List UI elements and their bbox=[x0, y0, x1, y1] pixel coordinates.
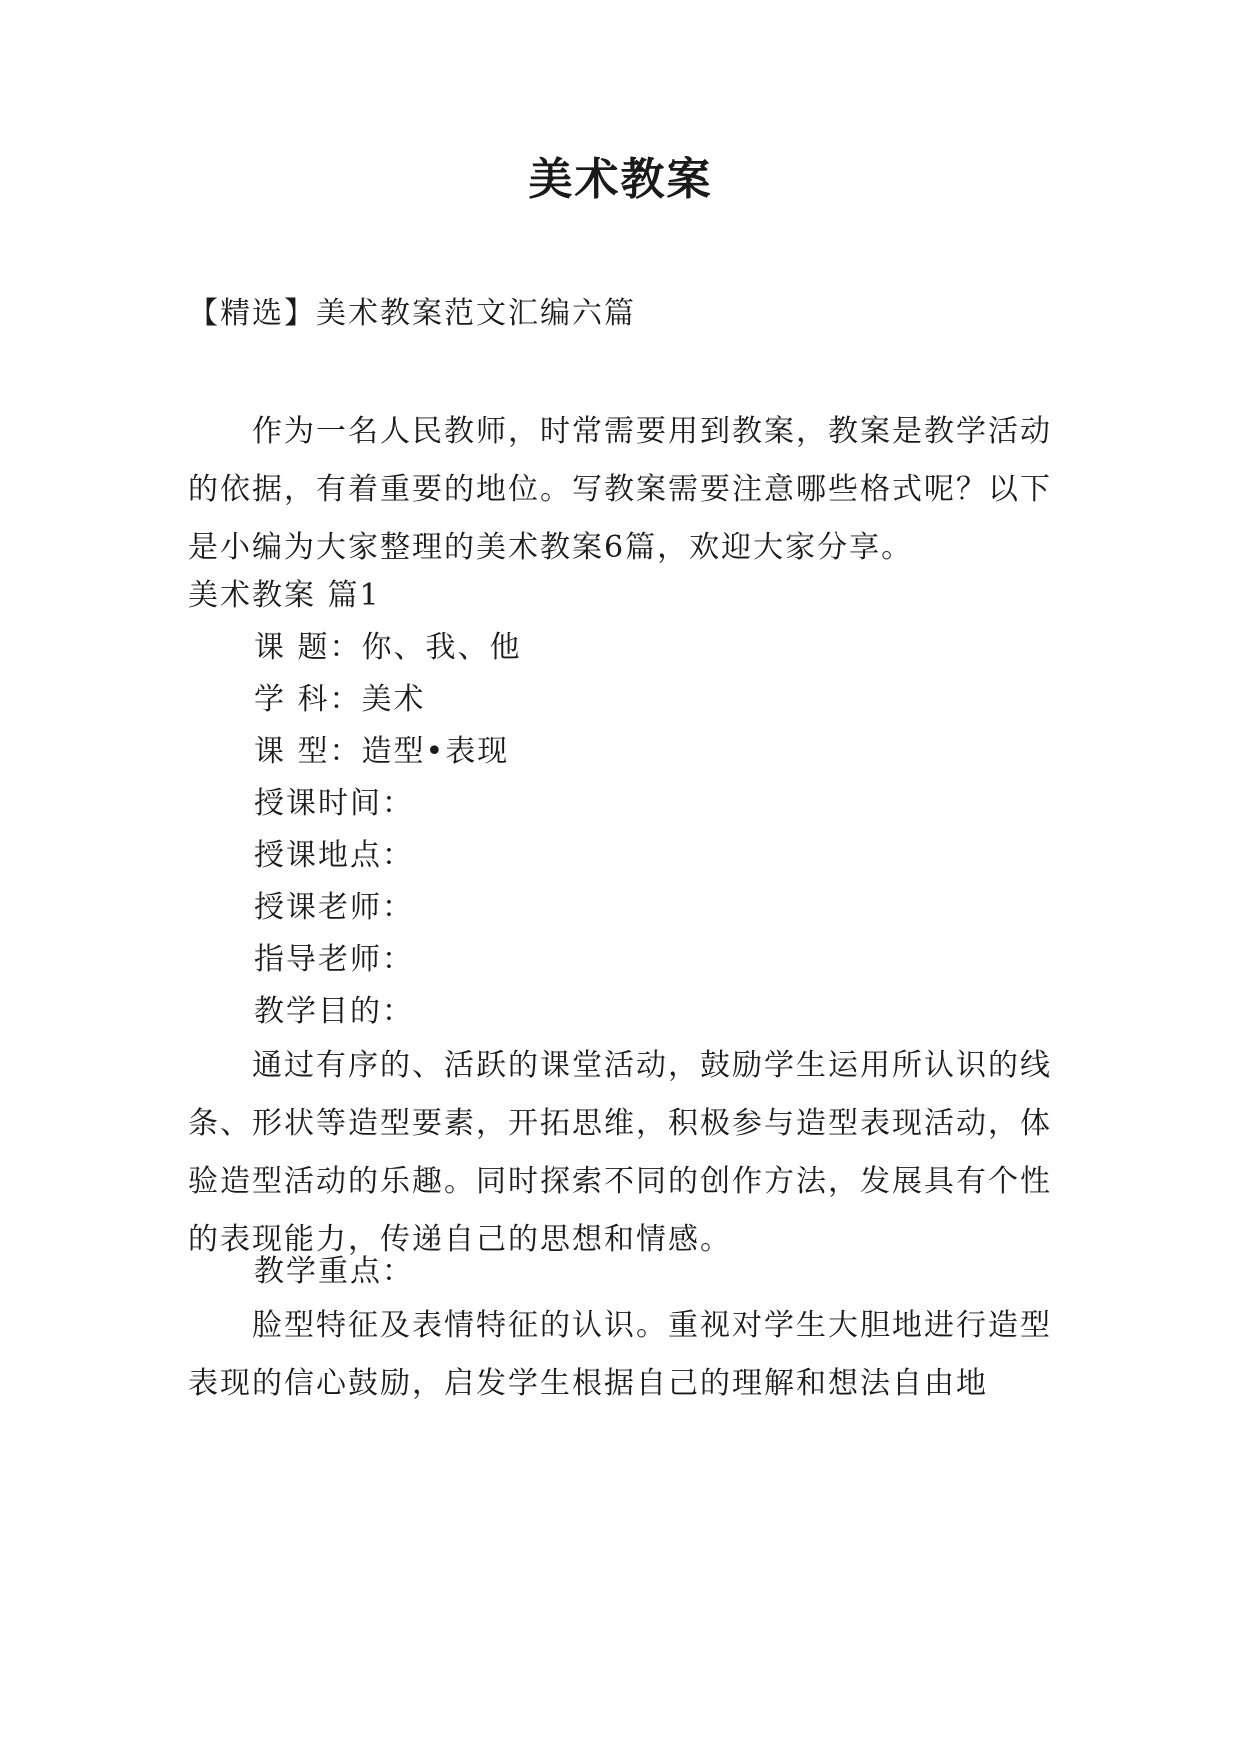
field-teacher: 授课老师： bbox=[254, 890, 414, 925]
key-points-paragraph: 脸型特征及表情特征的认识。重视对学生大胆地进行造型表现的信心鼓励，启发学生根据自己的理解和想法自由地 bbox=[188, 1308, 1052, 1401]
field-lesson-time: 授课时间： bbox=[254, 786, 414, 821]
field-advisor: 指导老师： bbox=[254, 942, 414, 977]
intro-paragraph: 作为一名人民教师，时常需要用到教案，教案是教学活动的依据，有着重要的地位。写教案需要注意哪些格式呢？以下是小编为大家整理的美术教案6篇，欢迎大家分享。 bbox=[188, 414, 1052, 565]
document-subtitle: 【精选】美术教案范文汇编六篇 bbox=[188, 296, 636, 331]
field-lesson-place: 授课地点： bbox=[254, 838, 414, 873]
field-topic: 课 题：你、我、他 bbox=[254, 630, 522, 665]
field-lesson-type: 课 型：造型•表现 bbox=[254, 734, 510, 769]
key-points-label: 教学重点： bbox=[254, 1254, 414, 1289]
page-title: 美术教案 bbox=[528, 154, 713, 205]
section-heading: 美术教案 篇1 bbox=[188, 578, 381, 613]
field-subject: 学 科：美术 bbox=[254, 682, 426, 717]
purpose-paragraph: 通过有序的、活跃的课堂活动，鼓励学生运用所认识的线条、形状等造型要素，开拓思维，积极参与造型表现活动，体验造型活动的乐趣。同时探索不同的创作方法，发展具有个性的表现能力，传递自己的思想和情感。 bbox=[188, 1048, 1052, 1257]
field-teaching-purpose: 教学目的： bbox=[254, 994, 414, 1029]
